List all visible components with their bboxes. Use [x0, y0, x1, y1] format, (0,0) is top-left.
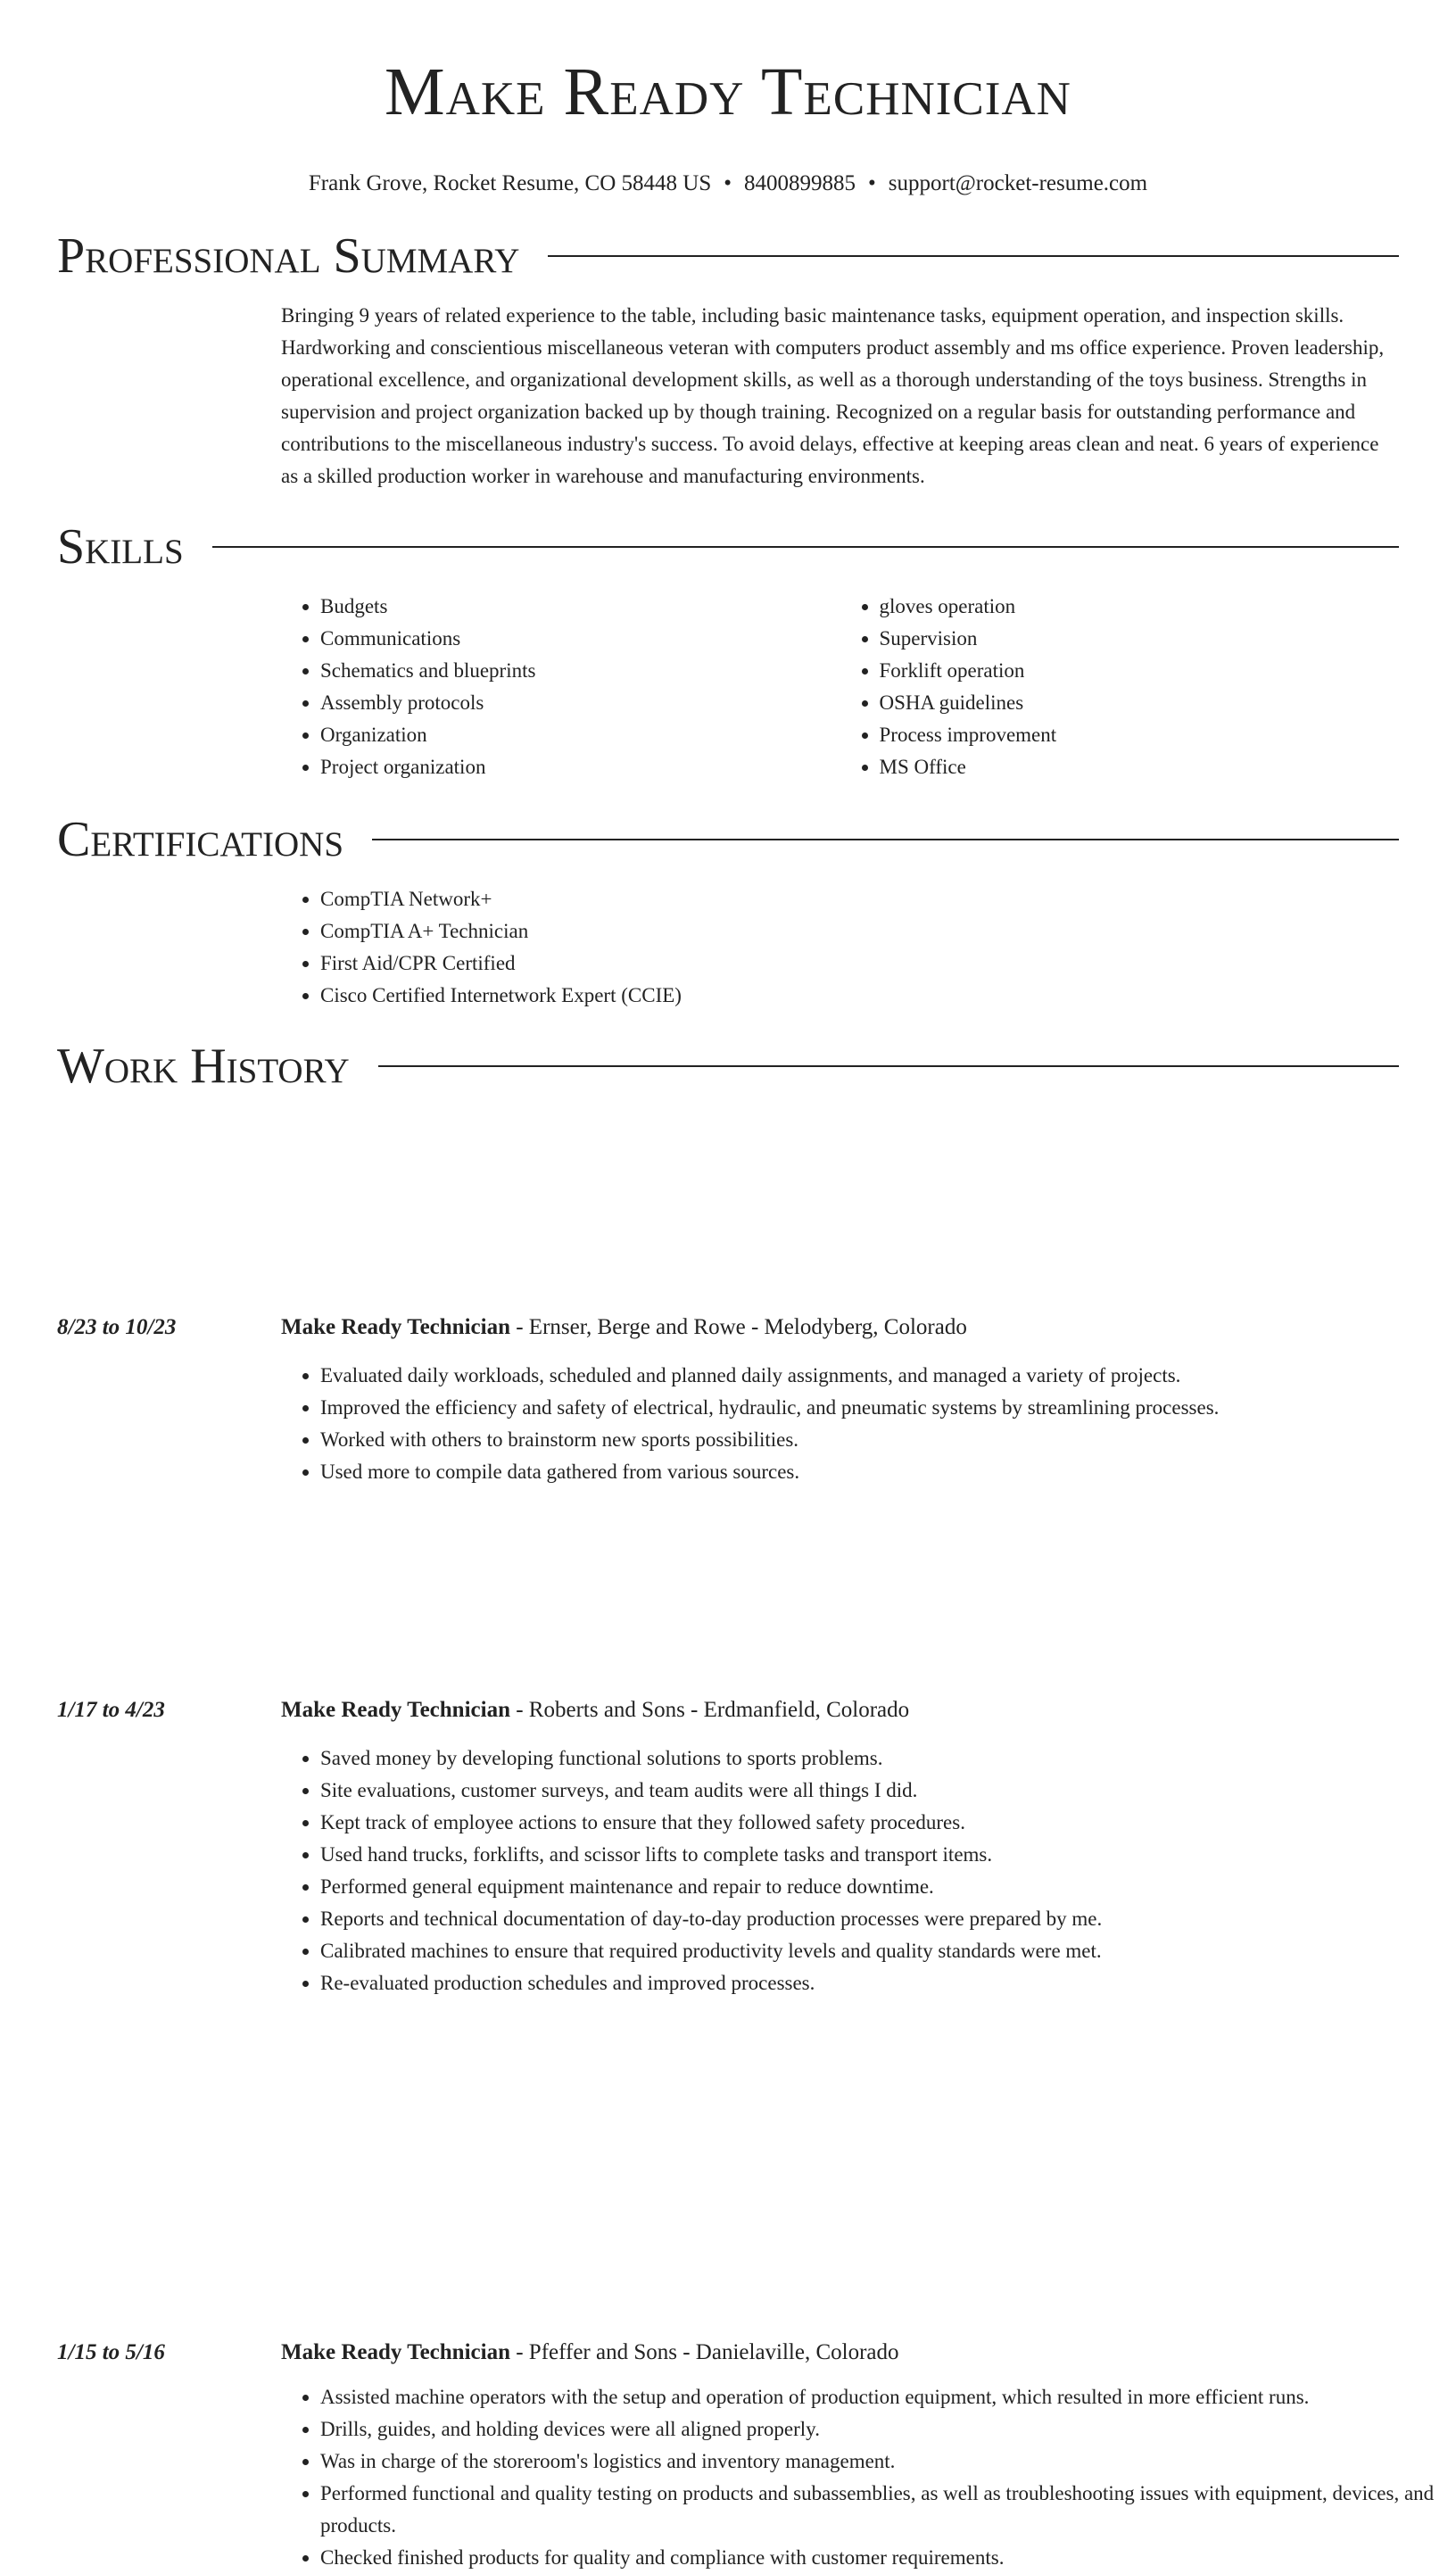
job-entry: [57, 1312, 1456, 1488]
job-bullet: • Drills, guides, and holding devices were all aligned properly.: [320, 2413, 1456, 2446]
skill-item: • Organization: [320, 719, 840, 751]
job-bullet: • Checked finished products for quality and compliance with customer requirements.: [320, 2542, 1456, 2574]
skills-list-right: [840, 591, 1400, 783]
job-details: - Roberts and Sons - Erdmanfield, Colorado: [509, 1698, 910, 1722]
contact-separator: •: [868, 171, 876, 195]
job-title: Make Ready Technician: [281, 2340, 510, 2364]
skill-item: • gloves operation: [880, 591, 1400, 623]
section-divider: [212, 546, 1399, 548]
job-entry: [57, 1694, 1456, 1999]
skill-item: • MS Office: [880, 751, 1400, 783]
certifications-body: [281, 883, 1399, 1012]
job-bullet: • Reports and technical documentation of day-to-day production processes were prepared by me.: [320, 1903, 1456, 1935]
job-bullet: • Used more to compile data gathered from various sources.: [320, 1456, 1456, 1488]
resume-title: Make Ready Technician: [385, 54, 1071, 129]
job-bullet: • Saved money by developing functional solutions to sports problems.: [320, 1742, 1456, 1775]
job-bullet: • Was in charge of the storeroom's logistics and inventory management.: [320, 2446, 1456, 2478]
contact-address: Frank Grove, Rocket Resume, CO 58448 US: [308, 171, 712, 195]
skill-item: • Process improvement: [880, 719, 1400, 751]
job-bullet: • Kept track of employee actions to ensure that they followed safety procedures.: [320, 1807, 1456, 1839]
section-divider: [378, 1065, 1399, 1067]
section-title: Certifications: [57, 812, 344, 867]
certification-item: • CompTIA Network+: [320, 883, 1399, 915]
job-bullet: • Evaluated daily workloads, scheduled and planned daily assignments, and managed a variety of projects.: [320, 1360, 1456, 1392]
job-heading: [281, 2337, 899, 2369]
job-bullet: • Re-evaluated production schedules and improved processes.: [320, 1967, 1456, 1999]
job-bullet: • Used hand trucks, forklifts, and scissor lifts to complete tasks and transport items.: [320, 1839, 1456, 1871]
job-bullets: [281, 1360, 1456, 1488]
job-dates: 1/17 to 4/23: [57, 1698, 165, 1722]
skill-item: • Assembly protocols: [320, 687, 840, 719]
job-entry: [57, 2337, 1456, 2574]
job-bullets: [281, 2381, 1456, 2574]
job-details: - Pfeffer and Sons - Danielaville, Colorado: [509, 2340, 899, 2364]
contact-phone: 8400899885: [744, 171, 856, 195]
skill-item: • Communications: [320, 623, 840, 655]
summary-body: [281, 300, 1399, 492]
job-bullet: • Performed general equipment maintenance and repair to reduce downtime.: [320, 1871, 1456, 1903]
job-bullet: • Worked with others to brainstorm new sports possibilities.: [320, 1424, 1456, 1456]
contact-separator: •: [724, 171, 732, 195]
job-bullet: • Site evaluations, customer surveys, and team audits were all things I did.: [320, 1775, 1456, 1807]
skills-list-left: [281, 591, 840, 783]
job-title: Make Ready Technician: [281, 1698, 510, 1722]
job-header: [57, 2337, 1456, 2369]
section-header: [57, 813, 1399, 866]
job-bullet: • Calibrated machines to ensure that required productivity levels and quality standards were met.: [320, 1935, 1456, 1967]
job-details: - Ernser, Berge and Rowe - Melodyberg, Colorado: [509, 1315, 967, 1339]
skills-section: [57, 520, 1399, 783]
skill-item: • Schematics and blueprints: [320, 655, 840, 687]
certifications-section: [57, 813, 1399, 1012]
section-header: [57, 1039, 1399, 1093]
certifications-list: [281, 883, 1399, 1012]
skill-item: • Forklift operation: [880, 655, 1400, 687]
job-bullet: • Assisted machine operators with the setup and operation of production equipment, which resulted in more efficient runs.: [320, 2381, 1456, 2413]
work-history-section: [57, 1039, 1399, 1093]
job-header: [57, 1312, 1456, 1344]
section-header: [57, 229, 1399, 283]
skill-item: • Budgets: [320, 591, 840, 623]
skill-item: • Project organization: [320, 751, 840, 783]
skill-item: • Supervision: [880, 623, 1400, 655]
job-bullet: • Improved the efficiency and safety of electrical, hydraulic, and pneumatic systems by streamlining processes.: [320, 1392, 1456, 1424]
contact-line: [0, 169, 1456, 199]
skill-item: • OSHA guidelines: [880, 687, 1400, 719]
summary-text: Bringing 9 years of related experience to the table, including basic maintenance tasks, equipment operation, and inspection skills. Hardworking and conscientious miscellaneous veteran with computers product assembly and ms office experience. Proven leadership, operational excellence, and organizational development skills, as well as a thorough understanding of the toys business. Strengths in supervision and project organization backed up by though training. Recognized on a regular basis for outstanding performance and contributions to the miscellaneous industry's success. To avoid delays, effective at keeping areas clean and neat. 6 years of experience as a skilled production worker in warehouse and manufacturing environments.: [281, 304, 1385, 487]
job-heading: [281, 1694, 909, 1726]
section-title: Professional Summary: [57, 228, 520, 284]
job-dates: 8/23 to 10/23: [57, 1315, 177, 1339]
summary-section: [57, 229, 1399, 492]
section-title: Work History: [57, 1039, 350, 1094]
certification-item: • Cisco Certified Internetwork Expert (CCIE): [320, 980, 1399, 1012]
section-title: Skills: [57, 519, 184, 575]
job-bullet: • Performed functional and quality testing on products and subassemblies, as well as troubleshooting issues with equipment, devices, and products.: [320, 2478, 1456, 2542]
job-heading: [281, 1312, 967, 1344]
skills-columns: [281, 591, 1399, 783]
job-title: Make Ready Technician: [281, 1315, 510, 1339]
certification-item: • CompTIA A+ Technician: [320, 915, 1399, 948]
job-bullets: [281, 1742, 1456, 1999]
section-divider: [548, 255, 1399, 257]
contact-email[interactable]: support@rocket-resume.com: [888, 171, 1148, 195]
job-dates: 1/15 to 5/16: [57, 2340, 165, 2364]
section-header: [57, 520, 1399, 574]
section-divider: [372, 839, 1399, 840]
job-header: [57, 1694, 1456, 1726]
certification-item: • First Aid/CPR Certified: [320, 948, 1399, 980]
